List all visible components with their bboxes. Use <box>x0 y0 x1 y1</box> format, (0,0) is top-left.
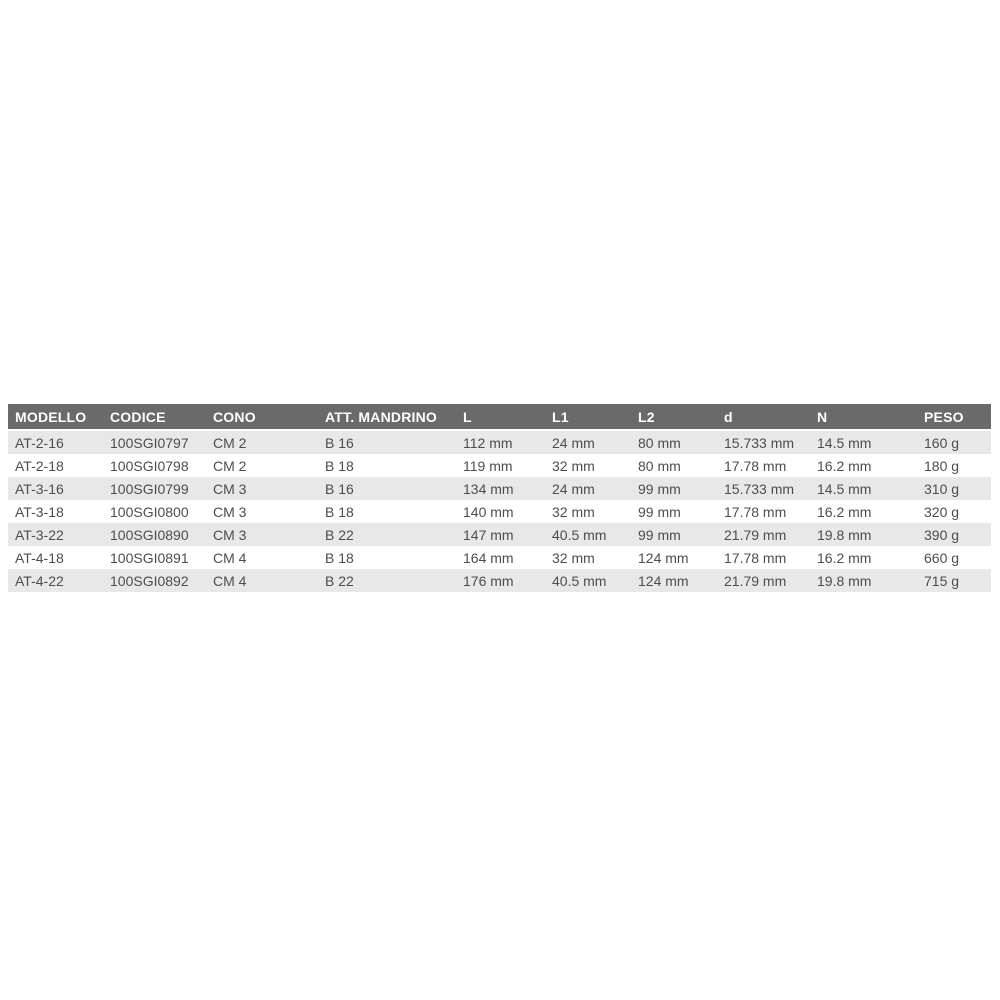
cell-cono: CM 4 <box>206 569 318 592</box>
cell-l1: 24 mm <box>545 431 631 454</box>
cell-n: 16.2 mm <box>810 546 917 569</box>
cell-l2: 99 mm <box>631 500 717 523</box>
column-header-modello: MODELLO <box>8 404 103 431</box>
cell-modello: AT-2-16 <box>8 431 103 454</box>
column-header-att_mandrino: ATT. MANDRINO <box>318 404 456 431</box>
cell-cono: CM 2 <box>206 431 318 454</box>
cell-l: 140 mm <box>456 500 545 523</box>
cell-codice: 100SGI0799 <box>103 477 206 500</box>
cell-l1: 40.5 mm <box>545 569 631 592</box>
cell-cono: CM 3 <box>206 500 318 523</box>
cell-l: 164 mm <box>456 546 545 569</box>
cell-l1: 32 mm <box>545 454 631 477</box>
cell-codice: 100SGI0798 <box>103 454 206 477</box>
cell-cono: CM 3 <box>206 477 318 500</box>
cell-l: 112 mm <box>456 431 545 454</box>
cell-att_mandrino: B 16 <box>318 477 456 500</box>
cell-att_mandrino: B 18 <box>318 546 456 569</box>
cell-att_mandrino: B 22 <box>318 569 456 592</box>
table-row <box>8 546 991 569</box>
cell-d: 21.79 mm <box>717 569 810 592</box>
table-row <box>8 523 991 546</box>
cell-att_mandrino: B 18 <box>318 454 456 477</box>
cell-d: 21.79 mm <box>717 523 810 546</box>
column-header-d: d <box>717 404 810 431</box>
cell-l2: 80 mm <box>631 454 717 477</box>
table-header <box>8 404 991 431</box>
cell-peso: 715 g <box>917 569 991 592</box>
cell-peso: 320 g <box>917 500 991 523</box>
cell-l1: 24 mm <box>545 477 631 500</box>
cell-n: 16.2 mm <box>810 454 917 477</box>
cell-l2: 124 mm <box>631 569 717 592</box>
cell-n: 16.2 mm <box>810 500 917 523</box>
table-row <box>8 454 991 477</box>
cell-n: 19.8 mm <box>810 569 917 592</box>
cell-modello: AT-3-22 <box>8 523 103 546</box>
cell-l2: 124 mm <box>631 546 717 569</box>
column-header-codice: CODICE <box>103 404 206 431</box>
cell-peso: 160 g <box>917 431 991 454</box>
cell-d: 15.733 mm <box>717 431 810 454</box>
cell-modello: AT-2-18 <box>8 454 103 477</box>
cell-att_mandrino: B 16 <box>318 431 456 454</box>
cell-l1: 32 mm <box>545 500 631 523</box>
cell-peso: 660 g <box>917 546 991 569</box>
cell-cono: CM 3 <box>206 523 318 546</box>
cell-peso: 390 g <box>917 523 991 546</box>
cell-l: 134 mm <box>456 477 545 500</box>
table-row <box>8 500 991 523</box>
cell-modello: AT-4-18 <box>8 546 103 569</box>
cell-l: 119 mm <box>456 454 545 477</box>
cell-l2: 99 mm <box>631 477 717 500</box>
column-header-l2: L2 <box>631 404 717 431</box>
column-header-n: N <box>810 404 917 431</box>
column-header-peso: PESO <box>917 404 991 431</box>
cell-l2: 99 mm <box>631 523 717 546</box>
table-body <box>8 431 991 592</box>
column-header-cono: CONO <box>206 404 318 431</box>
table-header-row <box>8 404 991 431</box>
cell-codice: 100SGI0797 <box>103 431 206 454</box>
cell-att_mandrino: B 22 <box>318 523 456 546</box>
cell-cono: CM 2 <box>206 454 318 477</box>
cell-peso: 180 g <box>917 454 991 477</box>
cell-codice: 100SGI0892 <box>103 569 206 592</box>
column-header-l: L <box>456 404 545 431</box>
cell-l1: 32 mm <box>545 546 631 569</box>
product-spec-table <box>8 404 991 592</box>
cell-modello: AT-3-18 <box>8 500 103 523</box>
cell-cono: CM 4 <box>206 546 318 569</box>
cell-d: 17.78 mm <box>717 500 810 523</box>
cell-l: 176 mm <box>456 569 545 592</box>
cell-att_mandrino: B 18 <box>318 500 456 523</box>
table-row <box>8 431 991 454</box>
table-row <box>8 477 991 500</box>
cell-l: 147 mm <box>456 523 545 546</box>
cell-l1: 40.5 mm <box>545 523 631 546</box>
cell-l2: 80 mm <box>631 431 717 454</box>
cell-n: 14.5 mm <box>810 431 917 454</box>
cell-codice: 100SGI0890 <box>103 523 206 546</box>
cell-modello: AT-3-16 <box>8 477 103 500</box>
cell-n: 19.8 mm <box>810 523 917 546</box>
cell-modello: AT-4-22 <box>8 569 103 592</box>
cell-d: 17.78 mm <box>717 546 810 569</box>
table-row <box>8 569 991 592</box>
cell-codice: 100SGI0891 <box>103 546 206 569</box>
cell-d: 17.78 mm <box>717 454 810 477</box>
column-header-l1: L1 <box>545 404 631 431</box>
cell-codice: 100SGI0800 <box>103 500 206 523</box>
cell-n: 14.5 mm <box>810 477 917 500</box>
cell-d: 15.733 mm <box>717 477 810 500</box>
cell-peso: 310 g <box>917 477 991 500</box>
